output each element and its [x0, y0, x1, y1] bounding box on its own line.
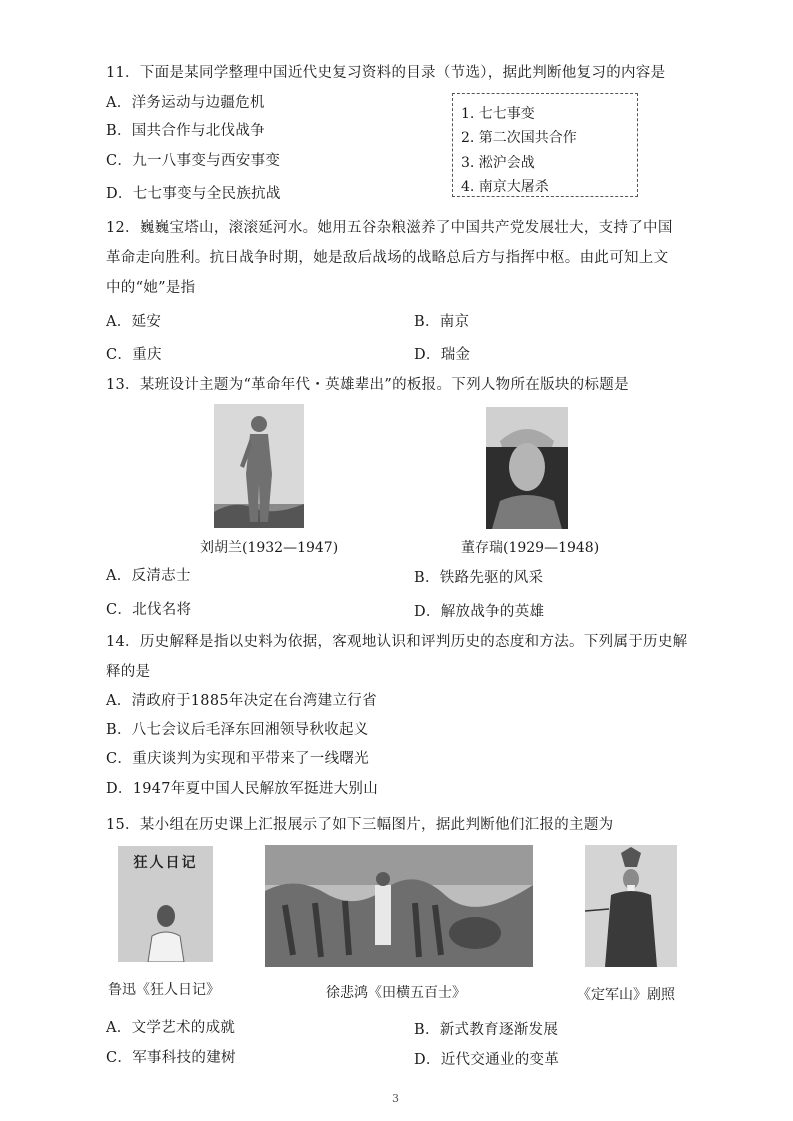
toc-item: 1. 七七事变 — [461, 106, 535, 122]
q11-option-c: C．九一八事变与西安事变 — [106, 153, 281, 169]
q15-option-a: A．文学艺术的成就 — [106, 1020, 236, 1036]
q15-option-d: D．近代交通业的变革 — [414, 1052, 560, 1068]
q13-option-a: A．反清志士 — [106, 568, 191, 584]
toc-item: 4. 南京大屠杀 — [461, 179, 549, 195]
q13-option-b: B．铁路先驱的风采 — [414, 570, 544, 586]
liu-hulan-statue-photo — [214, 404, 304, 528]
q14-option-d: D．1947年夏中国人民解放军挺进大别山 — [106, 781, 379, 797]
q12-option-b: B．南京 — [414, 314, 470, 330]
madman-diary-cover-image — [118, 846, 213, 962]
q12-option-d: D．瑞金 — [414, 347, 471, 363]
q14-option-c: C．重庆谈判为实现和平带来了一线曙光 — [106, 751, 369, 767]
q12-stem-line1: 12．巍巍宝塔山，滚滚延河水。她用五谷杂粮滋养了中国共产党发展壮大，支持了中国 — [106, 220, 673, 236]
dingjunshan-still-image — [585, 845, 677, 967]
toc-item: 2. 第二次国共合作 — [461, 130, 577, 146]
page-number: 3 — [392, 1092, 399, 1105]
q11-option-b: B．国共合作与北伐战争 — [106, 123, 265, 139]
q11-option-d: D．七七事变与全民族抗战 — [106, 186, 281, 202]
toc-item: 3. 淞沪会战 — [461, 155, 535, 171]
q14-stem-line2: 释的是 — [106, 664, 151, 680]
q14-option-b: B．八七会议后毛泽东回湘领导秋收起义 — [106, 722, 369, 738]
q11-stem: 11．下面是某同学整理中国近代史复习资料的目录（节选），据此判断他复习的内容是 — [106, 65, 666, 81]
dingjunshan-caption: 《定军山》剧照 — [577, 987, 675, 1003]
q12-option-c: C．重庆 — [106, 347, 162, 363]
tian-heng-painting-image — [265, 845, 533, 967]
q12-stem-line2: 革命走向胜利。抗日战争时期，她是敌后战场的战略总后方与指挥中枢。由此可知上文 — [106, 250, 669, 266]
xu-beihong-caption: 徐悲鸿《田横五百士》 — [326, 985, 466, 1001]
q15-option-c: C．军事科技的建树 — [106, 1050, 236, 1066]
book-title: 狂人日记 — [133, 855, 198, 871]
q13-stem: 13．某班设计主题为“革命年代・英雄辈出”的板报。下列人物所在版块的标题是 — [106, 377, 629, 393]
luxun-caption: 鲁迅《狂人日记》 — [108, 982, 220, 998]
q11-option-a: A．洋务运动与边疆危机 — [106, 95, 265, 111]
q14-option-a: A．清政府于1885年决定在台湾建立行省 — [106, 693, 377, 709]
q15-stem: 15．某小组在历史课上汇报展示了如下三幅图片，据此判断他们汇报的主题为 — [106, 817, 614, 833]
q13-option-d: D．解放战争的英雄 — [414, 604, 545, 620]
q14-stem-line1: 14．历史解释是指以史料为依据，客观地认识和评判历史的态度和方法。下列属于历史解 — [106, 634, 688, 650]
q12-stem-line3: 中的“她”是指 — [106, 280, 196, 296]
q11-table-of-contents — [452, 93, 638, 197]
q15-option-b: B．新式教育逐渐发展 — [414, 1022, 559, 1038]
q13-option-c: C．北伐名将 — [106, 602, 192, 618]
dong-cunrui-portrait-photo — [486, 407, 568, 529]
dong-cunrui-caption: 董存瑞(1929—1948) — [461, 540, 600, 556]
q12-option-a: A．延安 — [106, 314, 162, 330]
liu-hulan-caption: 刘胡兰(1932—1947) — [200, 540, 339, 556]
